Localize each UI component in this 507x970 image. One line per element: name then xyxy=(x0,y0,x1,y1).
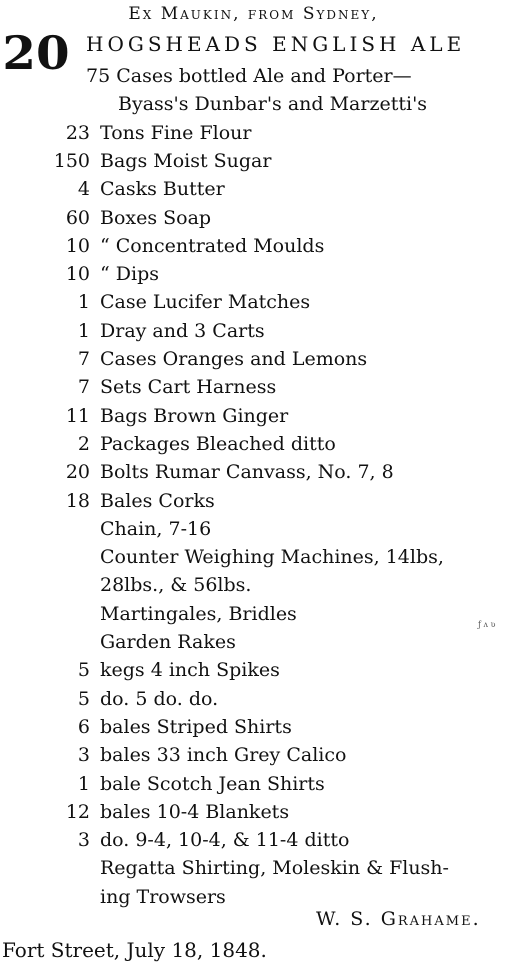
item-quantity: 6 xyxy=(77,715,90,738)
item-quantity: 12 xyxy=(65,800,90,823)
item-description: Regatta Shirting, Moleskin & Flush- xyxy=(100,857,449,880)
item-description: Bags Moist Sugar xyxy=(100,149,272,172)
item-quantity: 23 xyxy=(65,121,90,144)
item-description: Case Lucifer Matches xyxy=(100,291,311,314)
title-line: HOGSHEADS ENGLISH ALE xyxy=(86,32,466,56)
item-description: 28lbs., & 56lbs. xyxy=(100,574,252,597)
item-description: Sets Cart Harness xyxy=(100,376,277,399)
item-description: “ Concentrated Moulds xyxy=(100,234,325,257)
item-description: Byass's Dunbar's and Marzetti's xyxy=(118,93,428,116)
item-quantity: 10 xyxy=(65,263,90,286)
item-description: kegs 4 inch Spikes xyxy=(100,659,280,682)
item-description: bale Scotch Jean Shirts xyxy=(100,772,325,795)
item-quantity: 5 xyxy=(77,659,90,682)
item-quantity: 18 xyxy=(65,489,90,512)
item-description: ing Trowsers xyxy=(100,885,226,908)
item-quantity: 1 xyxy=(77,291,90,314)
item-description: Chain, 7-16 xyxy=(100,517,212,540)
big-number: 20 xyxy=(2,26,70,80)
item-description: Bolts Rumar Canvass, No. 7, 8 xyxy=(100,461,394,484)
item-description: Cases Oranges and Lemons xyxy=(100,348,368,370)
stray-mark: ƒ ʌ ʋ xyxy=(478,620,496,629)
item-description: Dray and 3 Carts xyxy=(100,319,265,342)
item-description: Garden Rakes xyxy=(100,631,236,653)
item-quantity: 1 xyxy=(77,319,90,342)
item-quantity: 60 xyxy=(65,206,90,229)
item-description: Bales Corks xyxy=(100,489,215,512)
item-description: do. 9-4, 10-4, & 11-4 ditto xyxy=(100,829,350,852)
item-description: do. 5 do. do. xyxy=(100,687,219,710)
item-description: bales 33 inch Grey Calico xyxy=(100,744,347,767)
item-quantity: 5 xyxy=(77,687,90,710)
item-quantity: 3 xyxy=(77,744,90,767)
item-description: Packages Bleached ditto xyxy=(100,432,336,455)
item-quantity: 7 xyxy=(77,376,90,399)
item-description: 75 Cases bottled Ale and Porter— xyxy=(86,65,412,87)
item-quantity: 20 xyxy=(65,461,90,484)
item-quantity: 4 xyxy=(77,178,90,201)
item-description: bales Striped Shirts xyxy=(100,715,292,738)
item-quantity: 10 xyxy=(65,234,90,257)
item-description: Bags Brown Ginger xyxy=(100,404,289,427)
item-quantity: 2 xyxy=(77,432,90,455)
item-quantity: 150 xyxy=(53,149,90,172)
item-quantity: 3 xyxy=(77,829,90,852)
item-description: bales 10-4 Blankets xyxy=(100,800,290,823)
item-quantity: 11 xyxy=(65,404,90,427)
item-description: Tons Fine Flour xyxy=(100,121,252,144)
item-description: “ Dips xyxy=(100,263,159,286)
header-line: Ex Maukin, from Sydney, xyxy=(128,4,379,24)
item-description: Casks Butter xyxy=(100,178,225,201)
item-description: Counter Weighing Machines, 14lbs, xyxy=(100,546,444,569)
item-description: Boxes Soap xyxy=(100,206,212,229)
item-quantity: 7 xyxy=(77,348,90,370)
footer-line: Fort Street, July 18, 1848. xyxy=(2,938,267,962)
item-quantity: 1 xyxy=(77,772,90,795)
signature: W. S. Grahame. xyxy=(316,908,481,930)
item-description: Martingales, Bridles xyxy=(100,602,297,625)
